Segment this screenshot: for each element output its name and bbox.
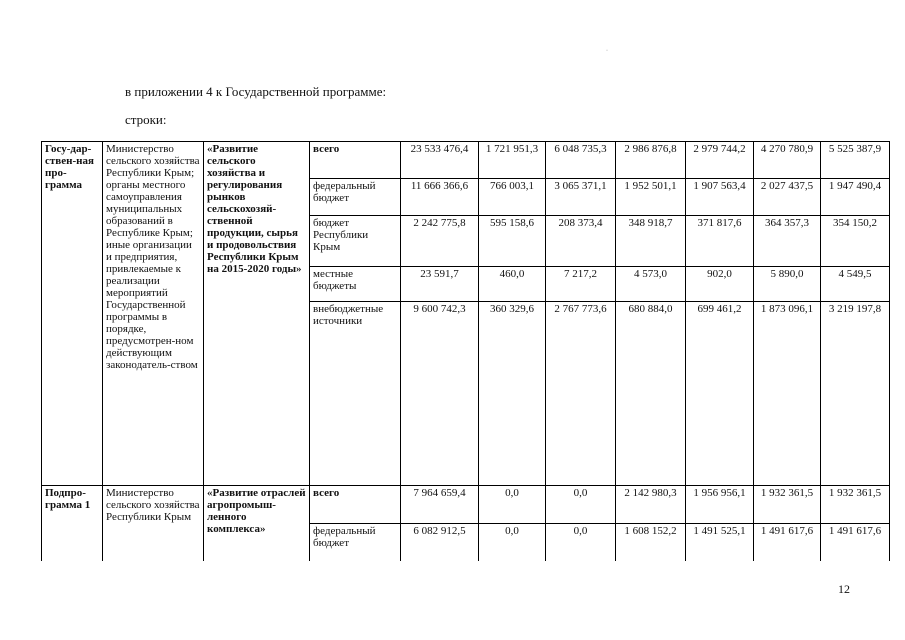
- row-program-name-cell: «Развитие сельского хозяйства и регулирования рынков сельскохозяй-ственной продукции, сырья и продовольствия Республики Крым на 2015-2020 годы»: [204, 142, 310, 486]
- year-cell: 208 373,4: [546, 216, 616, 267]
- year-cell: 354 150,2: [821, 216, 890, 267]
- year-cell: 2 986 876,8: [616, 142, 686, 179]
- total-cell: 7 964 659,4: [401, 486, 479, 524]
- year-cell: 1 491 525,1: [686, 524, 754, 561]
- total-cell: 9 600 742,3: [401, 302, 479, 486]
- year-cell: 766 003,1: [479, 179, 546, 216]
- intro-line-rows: строки:: [125, 112, 167, 127]
- intro-line-appendix: в приложении 4 к Государственной программе:: [125, 84, 387, 99]
- year-cell: 680 884,0: [616, 302, 686, 486]
- year-cell: 595 158,6: [479, 216, 546, 267]
- year-cell: 2 027 437,5: [754, 179, 821, 216]
- year-cell: 1 907 563,4: [686, 179, 754, 216]
- year-cell: 1 932 361,5: [821, 486, 890, 524]
- year-cell: 902,0: [686, 267, 754, 302]
- total-cell: 11 666 366,6: [401, 179, 479, 216]
- year-cell: 1 491 617,6: [821, 524, 890, 561]
- year-cell: 2 142 980,3: [616, 486, 686, 524]
- total-cell: 2 242 775,8: [401, 216, 479, 267]
- year-cell: 360 329,6: [479, 302, 546, 486]
- source-label: внебюджетные источники: [310, 302, 401, 486]
- year-cell: 0,0: [479, 486, 546, 524]
- row-executor-cell: Министерство сельского хозяйства Республики Крым: [103, 486, 204, 561]
- row-program-name-cell: «Развитие отраслей агропромыш-ленного комплекса»: [204, 486, 310, 561]
- scan-speck: ·: [606, 48, 608, 54]
- source-label: федеральный бюджет: [310, 524, 401, 561]
- year-cell: 1 721 951,3: [479, 142, 546, 179]
- source-label: бюджет Республики Крым: [310, 216, 401, 267]
- row-executor-cell: Министерство сельского хозяйства Республики Крым; органы местного самоуправления муниципальных образований в Республике Крым; иные организации и предприятия, привлекаемые к реализации мероприятий Государственной программы в порядке, предусмотрен-ном действующим законодатель-ством: [103, 142, 204, 486]
- year-cell: 1 873 096,1: [754, 302, 821, 486]
- year-cell: 364 357,3: [754, 216, 821, 267]
- year-cell: 2 979 744,2: [686, 142, 754, 179]
- year-cell: 3 065 371,1: [546, 179, 616, 216]
- year-cell: 1 932 361,5: [754, 486, 821, 524]
- page-number: 12: [838, 582, 850, 596]
- source-label: федеральный бюджет: [310, 179, 401, 216]
- year-cell: 1 952 501,1: [616, 179, 686, 216]
- year-cell: 460,0: [479, 267, 546, 302]
- year-cell: 0,0: [546, 486, 616, 524]
- year-cell: 348 918,7: [616, 216, 686, 267]
- year-cell: 371 817,6: [686, 216, 754, 267]
- source-label: местные бюджеты: [310, 267, 401, 302]
- year-cell: 2 767 773,6: [546, 302, 616, 486]
- year-cell: 699 461,2: [686, 302, 754, 486]
- source-label: всего: [310, 486, 401, 524]
- year-cell: 6 048 735,3: [546, 142, 616, 179]
- year-cell: 0,0: [479, 524, 546, 561]
- row-type-cell: Госу-дар-ствен-ная про-грамма: [42, 142, 103, 486]
- year-cell: 4 573,0: [616, 267, 686, 302]
- year-cell: 1 491 617,6: [754, 524, 821, 561]
- total-cell: 23 533 476,4: [401, 142, 479, 179]
- total-cell: 23 591,7: [401, 267, 479, 302]
- year-cell: 4 549,5: [821, 267, 890, 302]
- row-type-cell: Подпро-грамма 1: [42, 486, 103, 561]
- year-cell: 1 608 152,2: [616, 524, 686, 561]
- table-row: [42, 486, 890, 524]
- funding-table: [41, 141, 890, 561]
- year-cell: 0,0: [546, 524, 616, 561]
- year-cell: 7 217,2: [546, 267, 616, 302]
- year-cell: 1 947 490,4: [821, 179, 890, 216]
- year-cell: 1 956 956,1: [686, 486, 754, 524]
- year-cell: 5 890,0: [754, 267, 821, 302]
- source-label: всего: [310, 142, 401, 179]
- year-cell: 5 525 387,9: [821, 142, 890, 179]
- table-row: [42, 142, 890, 179]
- total-cell: 6 082 912,5: [401, 524, 479, 561]
- year-cell: 3 219 197,8: [821, 302, 890, 486]
- year-cell: 4 270 780,9: [754, 142, 821, 179]
